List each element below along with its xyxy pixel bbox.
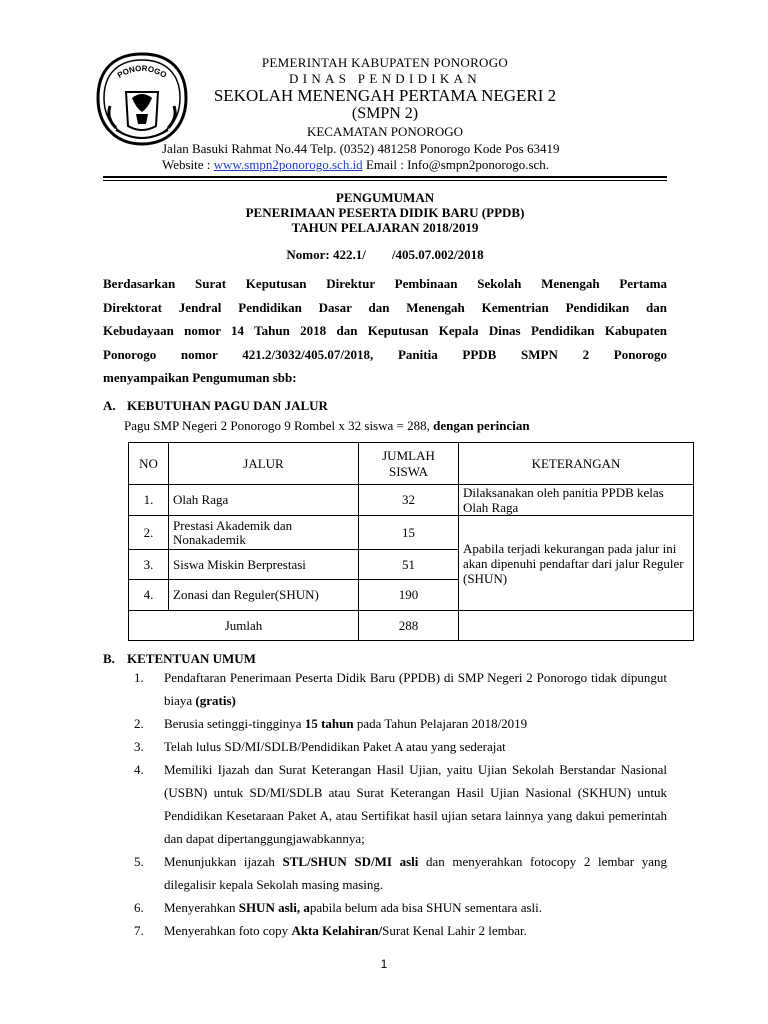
section-a-heading: A. KEBUTUHAN PAGU DAN JALUR <box>103 398 328 413</box>
document-number: Nomor: 422.1/ /405.07.002/2018 <box>286 247 484 262</box>
announcement-subject: PENERIMAAN PESERTA DIDIK BARU (PPDB) <box>245 205 525 220</box>
table-row <box>129 485 694 516</box>
row-jumlah: 51 <box>359 550 459 580</box>
col-no: NO <box>129 443 169 485</box>
quota-table <box>128 442 694 641</box>
section-b-heading: B. KETENTUAN UMUM <box>103 651 256 666</box>
intro-paragraph <box>103 272 667 390</box>
row-keterangan: Dilaksanakan oleh panitia PPDB kelas Olah Raga <box>459 485 694 516</box>
requirements-list <box>134 666 667 942</box>
school-name: SEKOLAH MENENGAH PERTAMA NEGERI 2 <box>213 86 557 105</box>
list-item: 2. Berusia setinggi-tingginya 15 tahun pada Tahun Pelajaran 2018/2019 <box>134 716 528 731</box>
row-keterangan: Apabila terjadi kekurangan pada jalur ini akan dipenuhi pendaftar dari jalur Reguler (SHUN) <box>459 516 694 611</box>
total-value: 288 <box>359 611 459 641</box>
row-jalur: Siswa Miskin Berprestasi <box>169 550 359 580</box>
intro-line: Berdasarkan Surat Keputusan Direktur Pembinaan Sekolah Menengah Pertama <box>103 276 667 291</box>
col-jumlah: JUMLAH SISWA <box>359 443 459 485</box>
office-name: DINAS PENDIDIKAN <box>289 71 481 86</box>
intro-line: menyampaikan Pengumuman sbb: <box>103 370 297 385</box>
quota-summary: Pagu SMP Negeri 2 Ponorogo 9 Rombel x 32 siswa = 288, dengan perincian <box>124 418 530 433</box>
col-jalur: JALUR <box>169 443 359 485</box>
row-no: 3. <box>129 550 169 580</box>
list-item: 5. Menunjukkan ijazah STL/SHUN SD/MI asli dan menyerahkan fotocopy 2 lembar yang dilegalisir kepala Sekolah masing masing. <box>134 854 667 892</box>
page-number: 1 <box>380 957 388 971</box>
row-jumlah: 15 <box>359 516 459 550</box>
header-divider <box>103 176 667 178</box>
list-item: 7. Menyerahkan foto copy Akta Kelahiran/Surat Kenal Lahir 2 lembar. <box>134 923 527 938</box>
row-no: 1. <box>129 485 169 516</box>
total-keterangan <box>459 611 694 641</box>
announcement-title: PENGUMUMAN <box>335 190 435 205</box>
col-keterangan: KETERANGAN <box>459 443 694 485</box>
contact-line: Website : www.smpn2ponorogo.sch.id Email : Info@smpn2ponorogo.sch. <box>162 157 550 172</box>
website-link[interactable]: www.smpn2ponorogo.sch.id <box>213 157 363 172</box>
list-item: 3. Telah lulus SD/MI/SDLB/Pendidikan Paket A atau yang sederajat <box>134 739 506 754</box>
table-row <box>129 516 694 550</box>
district-name: KECAMATAN PONOROGO <box>306 124 464 139</box>
school-address: Jalan Basuki Rahmat No.44 Telp. (0352) 481258 Ponorogo Kode Pos 63419 <box>162 141 560 156</box>
intro-line: Kebudayaan nomor 14 Tahun 2018 dan Keputusan Kepala Dinas Pendidikan Kabupaten <box>103 323 667 338</box>
list-item: 1. Pendaftaran Penerimaan Peserta Didik Baru (PPDB) di SMP Negeri 2 Ponorogo tidak dipungut biaya (gratis) <box>134 670 667 708</box>
gov-name: PEMERINTAH KABUPATEN PONOROGO <box>261 55 509 70</box>
row-jumlah: 32 <box>359 485 459 516</box>
school-abbrev: (SMPN 2) <box>351 105 419 122</box>
academic-year: TAHUN PELAJARAN 2018/2019 <box>291 220 479 235</box>
row-jalur: Olah Raga <box>169 485 359 516</box>
row-jalur: Prestasi Akademik dan Nonakademik <box>169 516 359 550</box>
list-item: 4. Memiliki Ijazah dan Surat Keterangan Hasil Ujian, yaitu Ujian Sekolah Berstandar Nasional (USBN) untuk SD/MI/SDLB atau Surat Keterangan Hasil Ujian Nasional (SKHUN) untuk Pendidikan Kesetaraan Paket A, atau Sertifikat hasil ujian setara lainnya yang dakui pemerintah dan dapat dipertanggungjawabkannya; <box>134 762 667 846</box>
table-total-row <box>129 611 694 641</box>
intro-line: Direktorat Jendral Pendidikan Dasar dan Menengah Kementrian Pendidikan dan <box>103 299 667 315</box>
row-no: 2. <box>129 516 169 550</box>
row-jumlah: 190 <box>359 580 459 611</box>
row-no: 4. <box>129 580 169 611</box>
header-divider-thin <box>103 180 667 181</box>
table-header-row <box>129 443 694 485</box>
list-item: 6. Menyerahkan SHUN asli, apabila belum ada bisa SHUN sementara asli. <box>134 900 543 915</box>
intro-line: Ponorogo nomor 421.2/3032/405.07/2018, Panitia PPDB SMPN 2 Ponorogo <box>103 346 667 362</box>
total-label: Jumlah <box>129 611 359 641</box>
row-jalur: Zonasi dan Reguler(SHUN) <box>169 580 359 611</box>
logo-lettering: PONOROGO <box>115 63 169 80</box>
